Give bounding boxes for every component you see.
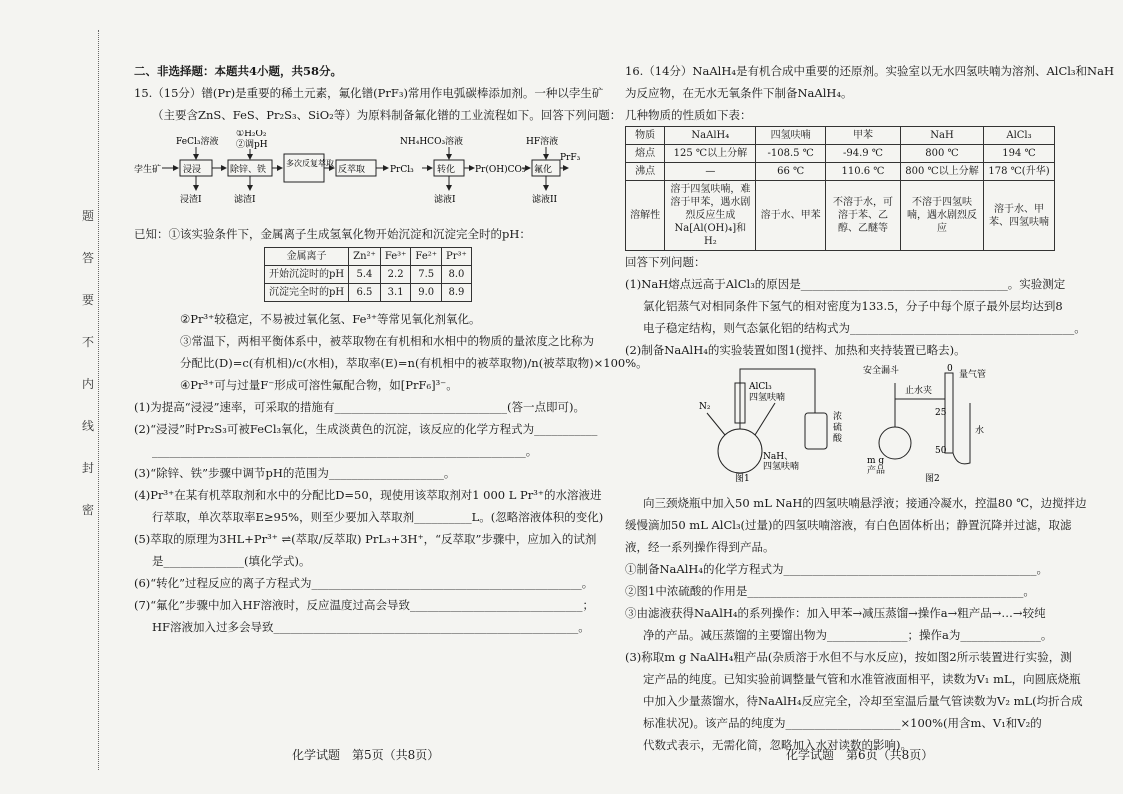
table-cell: 66 ℃ <box>756 163 826 181</box>
q16-sub2: (2)制备NaAlH₄的实验装置如图1(搅拌、加热和夹持装置已略去)。 <box>625 343 966 357</box>
flow-waste: 滤渣I <box>234 195 256 205</box>
q15-stem-cont: （主要含ZnS、FeS、Pr₂S₃、SiO₂等）为原料制备氟化镨的工业流程如下。回答下列问题： <box>152 108 622 122</box>
fig2-caption: 图2 <box>925 474 940 483</box>
procedure-1: 向三颈烧瓶中加入50 mL NaH的四氢呋喃悬浮液；接通冷凝水，控温80 ℃，边搅拌边 <box>643 496 1087 510</box>
flow-intermediate: PrCl₃ <box>390 165 414 175</box>
table-header-cell: 物质 <box>626 127 665 145</box>
q16-sub3-cont3: 标准状况)。该产品的纯度为____________________×100%(用含m、V₁和V₂的 <box>643 716 1042 730</box>
fig1-label: NaH、 <box>763 452 794 462</box>
table-cell: 7.5 <box>411 266 442 284</box>
table-cell: 沉淀完全时的pH <box>265 284 349 302</box>
table-cell: 熔点 <box>626 145 665 163</box>
fig2-label: 25 <box>935 408 947 418</box>
table-row <box>626 181 1055 251</box>
q15-sub2: (2)“浸浸”时Pr₂S₃可被FeCl₃氧化，生成淡黄色的沉淀，该反应的化学方程式为___________ <box>134 422 598 436</box>
table-header-cell: Pr³⁺ <box>442 248 472 266</box>
fig2-label: 产品 <box>867 466 886 476</box>
fig2-label: 0 <box>947 364 953 374</box>
ph-table <box>264 247 472 302</box>
binding-warning <box>82 210 96 546</box>
page-footer-right: 化学试题 第6页（共8页） <box>786 748 934 762</box>
fig2-label: 止水夹 <box>905 386 933 396</box>
binding-char: 不 <box>82 335 95 349</box>
q15-sub7-cont: HF溶液加入过多会导致_____________________________________________________。 <box>152 620 590 634</box>
table-cell: — <box>665 163 756 181</box>
property-table <box>625 126 1055 251</box>
table-cell: 6.5 <box>349 284 381 302</box>
q15-stem: 15.（15分）镨(Pr)是重要的稀土元素，氟化镨(PrF₃)常用作电弧碳棒添加剂。一种以孛生矿 <box>134 86 604 100</box>
table-cell: 溶解性 <box>626 181 665 251</box>
flow-intermediate: Pr(OH)CO₃ <box>475 165 526 175</box>
q16-sub3: (3)称取m g NaAlH₄粗产品(杂质溶于水但不与水反应)，按如图2所示装置进行实验，测 <box>625 650 1072 664</box>
table-row <box>626 145 1055 163</box>
table-header-cell: Fe³⁺ <box>380 248 411 266</box>
flow-box: 反萃取 <box>338 165 366 175</box>
table-cell: 溶于四氢呋喃，难溶于甲苯，遇水剧烈反应生成Na[Al(OH)₄]和H₂ <box>665 181 756 251</box>
fig2-label: m g <box>867 456 885 466</box>
known-intro: 已知：①该实验条件下，金属离子生成氢氧化物开始沉淀和沉淀完全时的pH： <box>134 227 531 241</box>
q15-sub5-cont: 是______________(填化学式)。 <box>152 554 311 568</box>
binding-char: 要 <box>82 293 95 307</box>
table-header-cell: NaH <box>901 127 984 145</box>
flow-reagent: ②调pH <box>236 140 268 150</box>
binding-char: 密 <box>82 503 95 517</box>
table-row <box>265 284 472 302</box>
table-cell: 不溶于水，可溶于苯、乙醇、乙醚等 <box>826 181 901 251</box>
q16-sub1-cont2: 电子稳定结构，则气态氯化铝的结构式为_______________________________________。 <box>643 321 1086 335</box>
flow-waste: 滤液I <box>434 195 456 205</box>
binding-char: 题 <box>82 209 95 223</box>
table-cell: 178 ℃(升华) <box>984 163 1055 181</box>
flow-intermediate: PrF₃ <box>560 153 581 163</box>
table-cell: 800 ℃ <box>901 145 984 163</box>
right-column <box>625 60 1114 756</box>
flow-box: 除锌、铁 <box>230 165 267 175</box>
table-cell: 800 ℃以上分解 <box>901 163 984 181</box>
table-cell: 125 ℃以上分解 <box>665 145 756 163</box>
table-header-cell: AlCl₃ <box>984 127 1055 145</box>
q16-sub1-cont: 氯化铝蒸气对相同条件下氢气的相对密度为133.5，分子中每个原子最外层均达到8 <box>643 299 1063 313</box>
binding-char: 内 <box>82 377 95 391</box>
table-header-cell: 金属离子 <box>265 248 349 266</box>
table-intro: 几种物质的性质如下表： <box>625 108 752 122</box>
flow-reagent: FeCl₃溶液 <box>176 137 219 147</box>
fig1-label: 硫 <box>833 423 843 433</box>
q15-sub2-blank: _________________________________________________________________。 <box>152 444 538 458</box>
table-header-cell: Fe²⁺ <box>411 248 442 266</box>
q16-stem: 16.（14分）NaAlH₄是有机合成中重要的还原剂。实验室以无水四氢呋喃为溶剂、AlCl₃和NaH <box>625 64 1114 78</box>
table-cell: 8.9 <box>442 284 472 302</box>
fig2-label: 水 <box>975 426 985 436</box>
known-3-formula: 分配比(D)=c(有机相)/c(水相)，萃取率(E)=n(有机相中的被萃取物)/n(被萃取物)×100%。 <box>180 356 648 370</box>
flow-reagent: HF溶液 <box>526 137 559 147</box>
table-cell: 110.6 ℃ <box>826 163 901 181</box>
table-cell: 溶于水、甲苯、四氢呋喃 <box>984 181 1055 251</box>
q16-sub2-3-cont: 净的产品。减压蒸馏的主要馏出物为______________；操作a为______________。 <box>643 628 1053 642</box>
q16-sub3-cont2: 中加入少量蒸馏水，待NaAlH₄反应完全，冷却至室温后量气管读数为V₂ mL(均折合成 <box>643 694 1083 708</box>
binding-char: 封 <box>82 461 95 475</box>
fig2-label: 安全漏斗 <box>863 366 900 376</box>
process-flow-diagram <box>134 130 586 210</box>
flow-start: 孛生矿 <box>134 165 162 175</box>
fig1-label: 酸 <box>833 434 843 444</box>
table-cell: 不溶于四氢呋喃，遇水剧烈反应 <box>901 181 984 251</box>
known-3: ③常温下，两相平衡体系中，被萃取物在有机相和水相中的物质的量浓度之比称为 <box>180 334 594 348</box>
flow-reagent: NH₄HCO₃溶液 <box>400 137 464 147</box>
fig1-label: 四氢呋喃 <box>763 462 800 472</box>
table-row <box>265 266 472 284</box>
flow-waste: 浸渣I <box>180 195 202 205</box>
fig1-label: AlCl₃ <box>749 382 772 392</box>
table-cell: 溶于水、甲苯 <box>756 181 826 251</box>
procedure-2: 缓慢滴加50 mL AlCl₃(过量)的四氢呋喃溶液，有白色固体析出；静置沉降并过滤，取滤 <box>625 518 1072 532</box>
table-cell: 5.4 <box>349 266 381 284</box>
q16-sub3-cont: 定产品的纯度。已知实验前调整量气管和水准管液面相平，读数为V₁ mL，向圆底烧瓶 <box>643 672 1081 686</box>
known-4: ④Pr³⁺可与过量F⁻形成可溶性氟配合物，如[PrF₆]³⁻。 <box>180 378 458 392</box>
table-cell: 194 ℃ <box>984 145 1055 163</box>
apparatus-figures <box>695 363 995 483</box>
flow-box: 多次反复萃取 <box>286 159 334 168</box>
table-cell: -94.9 ℃ <box>826 145 901 163</box>
table-cell: 3.1 <box>380 284 411 302</box>
fig2-label: 50 <box>935 446 947 456</box>
table-cell: 沸点 <box>626 163 665 181</box>
page-footer-left: 化学试题 第5页（共8页） <box>292 748 440 762</box>
section-title: 二、非选择题：本题共4小题，共58分。 <box>134 64 343 78</box>
q15-sub3: (3)“除锌、铁”步骤中调节pH的范围为____________________。 <box>134 466 456 480</box>
q15-sub6: (6)“转化”过程反应的离子方程式为_______________________________________________。 <box>134 576 594 590</box>
table-cell: -108.5 ℃ <box>756 145 826 163</box>
table-cell: 8.0 <box>442 266 472 284</box>
fig1-caption: 图1 <box>735 474 750 483</box>
table-header-cell: Zn²⁺ <box>349 248 381 266</box>
binding-line <box>98 30 99 770</box>
known-2: ②Pr³⁺较稳定，不易被过氧化氢、Fe³⁺等常见氧化剂氧化。 <box>180 312 481 326</box>
flow-box: 氟化 <box>534 165 553 175</box>
binding-char: 线 <box>82 419 95 433</box>
q16-stem-cont: 为反应物，在无水无氧条件下制备NaAlH₄。 <box>625 86 853 100</box>
binding-char: 答 <box>82 251 95 265</box>
fig1-label: 四氢呋喃 <box>749 393 786 403</box>
fig2-label: 量气管 <box>959 370 987 380</box>
flow-box: 转化 <box>437 165 456 175</box>
table-header-cell: 四氢呋喃 <box>756 127 826 145</box>
fig1-label: 浓 <box>833 412 843 422</box>
q16-sub2-3: ③由滤液获得NaAlH₄的系列操作：加入甲苯→减压蒸馏→操作a→粗产品→…→较纯 <box>625 606 1046 620</box>
q15-sub1: (1)为提高“浸浸”速率，可采取的措施有______________________________(答一点即可)。 <box>134 400 586 414</box>
flow-reagent: ①H₂O₂ <box>236 130 267 139</box>
table-row <box>626 163 1055 181</box>
q15-sub7: (7)“氟化”步骤中加入HF溶液时，反应温度过高会导致______________________________； <box>134 598 595 612</box>
flow-waste: 滤液II <box>532 195 558 205</box>
q15-sub4: (4)Pr³⁺在某有机萃取剂和水中的分配比D=50，现使用该萃取剂对1 000 L Pr³⁺的水溶液进 <box>134 488 602 502</box>
table-cell: 开始沉淀时的pH <box>265 266 349 284</box>
q15-sub4-cont: 行萃取，单次萃取率E≥95%，则至少要加入萃取剂__________L。(忽略溶液体积的变化) <box>152 510 604 524</box>
table-header-cell: NaAlH₄ <box>665 127 756 145</box>
answer-intro: 回答下列问题： <box>625 255 706 269</box>
q16-sub3-cont4: 代数式表示，无需化简，忽略加入水对读数的影响)。 <box>643 738 912 752</box>
q16-sub1: (1)NaH熔点远高于AlCl₃的原因是____________________________________。实验测定 <box>625 277 1066 291</box>
q16-sub2-1: ①制备NaAlH₄的化学方程式为____________________________________________。 <box>625 562 1049 576</box>
table-cell: 9.0 <box>411 284 442 302</box>
table-header-cell: 甲苯 <box>826 127 901 145</box>
flow-box: 浸浸 <box>183 165 202 175</box>
q15-sub5: (5)萃取的原理为3HL+Pr³⁺ ⇌(萃取/反萃取) PrL₃+3H⁺，“反萃取”步骤中，应加入的试剂 <box>134 532 597 546</box>
procedure-3: 液，经一系列操作得到产品。 <box>625 540 775 554</box>
fig1-label: N₂ <box>699 402 711 412</box>
table-cell: 2.2 <box>380 266 411 284</box>
q16-sub2-2: ②图1中浓硫酸的作用是________________________________________________。 <box>625 584 1035 598</box>
